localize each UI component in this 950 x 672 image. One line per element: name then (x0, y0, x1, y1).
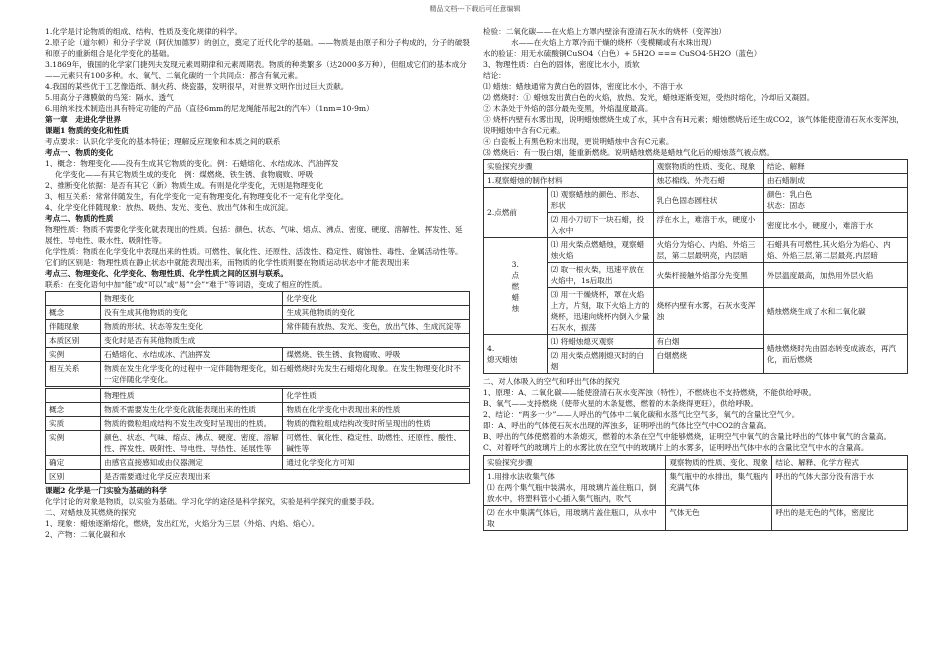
table-cell: 火焰分为焰心、内焰、外焰三层，第二层最明亮，内层暗 (653, 238, 763, 263)
table-row (484, 470, 908, 506)
table-row (484, 335, 908, 349)
table-header: 化学变化 (283, 292, 470, 306)
table-cell: 烛芯棉线、外壳石蜡 (653, 174, 763, 188)
table-header: 观察物质的性质、变化、现象 (653, 160, 763, 174)
table-header: 实验探究步骤 (484, 456, 666, 470)
table-row (46, 417, 470, 431)
table-cell: 蜡烛燃烧生成了水和二氧化碳 (763, 288, 907, 335)
topic-title: 课题2 化学是一门实验为基础的科学 (45, 486, 167, 495)
table-cell: 变化时是否有其他物质生成 (101, 334, 470, 348)
table-cell: ⑵ 取一根火柴，迅速平放在火焰中，1s后取出 (547, 263, 653, 288)
table-cell: 石蜡熔化、水结成冰、汽油挥发 (101, 348, 283, 362)
table-cell: 物质不需要发生化学变化就能表现出来的性质 (101, 403, 283, 417)
table-row (484, 213, 908, 238)
table-cell: 由感官直接感知或由仪器测定 (101, 456, 283, 470)
table-header (46, 292, 101, 306)
table-row (484, 188, 908, 213)
table-cell: 相互关系 (46, 362, 101, 387)
text-line: 化学变化——有其它物质生成的变化 例：煤燃烧、铁生锈、食物腐败、呼吸 (55, 170, 314, 179)
text-line: 水——在火焰上方罩冷而干燥的烧杯（变模糊或有水珠出现） (511, 38, 717, 47)
table-cell: 2.点燃前 (484, 188, 548, 238)
text-line: ⑵ 燃烧时：① 蜡烛发出黄白色的火焰，放热、发光，蜡烛逐渐变短，受热时熔化，冷却后又凝固。 (483, 93, 815, 102)
table-cell: 实例 (46, 431, 101, 456)
table-cell: 是否需要通过化学反应表现出来 (101, 470, 470, 484)
text-line: B、呼出的气体使燃着的木条熄灭，燃着的木条在空气中能够燃烧，证明空气中氧气的含量比呼出的气体中氧气的含量高。 (483, 432, 892, 441)
table-cell: 通过化学变化方可知 (283, 456, 470, 470)
intro-line: 1.化学是讨论物质的组成、结构、性质及变化规律的科学。 (45, 27, 243, 36)
right-column (483, 26, 908, 533)
table-cell: 1.观察蜡烛的制作材料 (484, 174, 654, 188)
table-header: 结论、解释、化学方程式 (772, 456, 908, 470)
table-cell: ⑵ 在水中集满气体后，用玻璃片盖住瓶口，从水中取 (484, 506, 666, 531)
table-cell: 气体无色 (666, 506, 772, 531)
chapter-title: 第一章 走进化学世界 (45, 115, 121, 124)
table-header (46, 389, 101, 403)
table-cell: 白烟燃烧 (653, 349, 763, 374)
table-cell: 密度比水小，硬度小，难溶于水 (763, 213, 907, 238)
text-line: 3、相互关系：常常伴随发生，有化学变化一定有物理变化,有物理变化不一定有化学变化。 (45, 192, 349, 201)
intro-section (45, 26, 470, 114)
change-comparison-table (45, 291, 470, 387)
table-header-row (46, 389, 470, 403)
table-cell: 集气瓶中的水排出，集气瓶内充满气体 (666, 470, 772, 506)
intro-line: 3.1869年，俄国的化学家门捷列夫发现元素周期律和元素周期表。物质的种类繁多（达2000多万种），但组成它们的基本成分——元素只有100多种。水、氧气、二氧化碳的一个共同点：都含有氧元素。 (45, 60, 467, 80)
text-line: ⑶ 燃烧后：有一股白烟，能重新燃烧。说明蜡烛燃烧是蜡烛气化后的蜡烛蒸气被点燃。 (483, 148, 774, 157)
table-row (46, 362, 470, 387)
table-cell: 确定 (46, 456, 101, 470)
table-cell: ⑴ 将蜡烛熄灭观察 (547, 335, 653, 349)
table-cell: ⑶ 用一干燥烧杯，罩在火焰上方，片刻，取下火焰上方的烧杯，迅速向烧杯内倒入少量石灰水，振荡 (547, 288, 653, 335)
table-row (46, 456, 470, 470)
table-row (46, 431, 470, 456)
text-line: 1、原理：A、二氧化碳——能使澄清石灰水变浑浊（特性），不燃烧也不支持燃烧，不能供给呼吸。 (483, 388, 817, 397)
exam-requirement: 考点要求：认识化学变化的基本特征；理解反应现象和本质之间的联系 (45, 137, 281, 146)
table-header-row (46, 292, 470, 306)
table-row (46, 334, 470, 348)
text-line: 检验：二氧化碳——在火焰上方罩内壁涂有澄清石灰水的烧杯（变浑浊） (483, 27, 726, 36)
table-row (484, 263, 908, 288)
table-header: 观察物质的性质、变化、现象 (666, 456, 772, 470)
table-cell: 伴随现象 (46, 320, 101, 334)
text-line: 物理性质：物质不需要化学变化就表现出的性质。包括：颜色、状态、气味、熔点、沸点、密度、硬度、溶解性、挥发性、延展性、导电性、吸水性、吸附性等。 (45, 225, 463, 245)
table-header: 实验探究步骤 (484, 160, 654, 174)
table-header-row (484, 160, 908, 174)
text-line: 化学讨论的对象是物质，以实验为基础。学习化学的途径是科学探究，实验是科学探究的重要手段。 (45, 497, 380, 506)
intro-line: 6.用纳米技术制造出具有特定功能的产品（直径6mm的尼龙绳能吊起2t的汽车）（1nm=10-9m） (45, 104, 374, 113)
text-line: ③ 烧杯内壁有水雾出现，说明蜡烛燃烧生成了水，其中含有H元素；蜡烛燃烧后还生成CO2，该气体能使澄清石灰水变浑浊，说明蜡烛中含有C元素。 (483, 115, 904, 135)
table-header-row (484, 456, 908, 470)
table-cell: 概念 (46, 306, 101, 320)
table-cell: 外层温度最高，加热用外层火焰 (763, 263, 907, 288)
intro-line: 2.原子论（道尔顿）和分子学说（阿伏加德罗）的创立，奠定了近代化学的基础。——物质是由原子和分子构成的，分子的破裂和原子的重新组合是化学变化的基础。 (45, 38, 470, 58)
text-line: 化学性质：物质在化学变化中表现出来的性质。可燃性、氧化性、还原性、活泼性、稳定性、腐蚀性、毒性、金属活动性等。 (45, 247, 463, 256)
table-cell: 物质在化学变化中表现出来的性质 (283, 403, 470, 417)
table-cell: 蜡烛燃烧时先由固态转变成液态，再汽化，而后燃烧 (763, 335, 907, 374)
text-line: 联系：在变化语句中加“能”或“可以”或“易”“会”“难于”等词语，变成了相应的性质。 (45, 280, 327, 289)
table-cell: ⑴ 用火柴点燃蜡烛，观察蜡烛火焰 (547, 238, 653, 263)
table-cell: 乳白色固态圆柱状 (653, 188, 763, 213)
text-line: 即：A、呼出的气体使石灰水出现的浑浊多，证明呼出的气体比空气中CO2的含量高。 (483, 421, 772, 430)
page-header: 精品文档---下载后可任意编辑 (429, 5, 521, 13)
section-heading: 考点一、物质的变化 (45, 148, 114, 157)
table-cell: 1.用排水法收集气体 ⑴ 在两个集气瓶中装满水，用玻璃片盖住瓶口，倒放水中，将塑料管小心插入集气瓶内，吹气 (484, 470, 666, 506)
candle-experiment-table (483, 159, 908, 374)
table-header: 结论、解释 (763, 160, 907, 174)
table-header: 化学性质 (283, 389, 470, 403)
text-line: ④ 白瓷板上有黑色粉末出现，更说明蜡烛中含有C元素。 (483, 137, 674, 146)
table-header: 物理变化 (101, 292, 283, 306)
text-line: 1、现象：蜡烛逐渐熔化，燃烧，发出红光，火焰分为三层（外焰、内焰、焰心）。 (45, 519, 320, 528)
table-header: 物理性质 (101, 389, 283, 403)
table-cell: 煤燃烧、铁生锈、食物腐败、呼吸 (283, 348, 470, 362)
table-cell: 烧杯内壁有水雾，石灰水变浑浊 (653, 288, 763, 335)
table-cell: 可燃性、氧化性、稳定性、助燃性、还原性、酸性、碱性等 (283, 431, 470, 456)
text-line: ⑴ 蜡烛：蜡烛通常为黄白色的固体，密度比水小，不溶于水 (483, 82, 683, 91)
table-cell: 物质的微粒组成结构改变时所呈现出的性质 (283, 417, 470, 431)
text-line: 二、对蜡烛及其燃烧的探究 (45, 508, 137, 517)
text-line: 2、推断变化依据：是否有其它（新）物质生成。有则是化学变化，无则是物理变化 (45, 181, 324, 190)
section-heading: 二、对人体吸入的空气和呼出气体的探究 (483, 377, 620, 386)
table-cell: 石蜡具有可燃性,其火焰分为焰心、内焰、外焰三层,第二层最亮,内层暗 (763, 238, 907, 263)
text-line: 结论： (483, 71, 506, 80)
table-row (484, 238, 908, 263)
text-line: 2、产物：二氧化碳和水 (45, 530, 126, 539)
table-cell: 由石蜡制成 (763, 174, 907, 188)
table-cell: 物质在发生化学变化的过程中一定伴随物理变化，如石蜡燃烧时先发生石蜡熔化现象。在发生物理变化时不一定伴随化学变化。 (101, 362, 470, 387)
text-line: C、对着呼气的玻璃片上的水雾比放在空气中的玻璃片上的水雾多，证明呼出气体中水的含量比空气中水的含量高。 (483, 443, 869, 452)
table-row (46, 348, 470, 362)
table-cell: 呼出的气体大部分没有溶于水 (772, 470, 908, 506)
table-cell: 浮在水上，难溶于水，硬度小 (653, 213, 763, 238)
table-cell: 概念 (46, 403, 101, 417)
table-cell: 有白烟 (653, 335, 763, 349)
table-cell: 常伴随有放热、发光、变色，放出气体、生成沉淀等 (283, 320, 470, 334)
table-cell: 本质区别 (46, 334, 101, 348)
table-cell: 颜色、状态、气味、熔点、沸点、硬度、密度、溶解性、挥发性、吸附性、导电性、导热性、延展性等 (101, 431, 283, 456)
table-cell: 3. 点 燃 蜡 烛 (484, 238, 548, 335)
intro-line: 4.我国的某些优于工艺像造纸、制火药、烧瓷器，发明很早，对世界文明作出过巨大贡献。 (45, 82, 349, 91)
property-comparison-table (45, 388, 470, 484)
table-cell: 物质的形状、状态等发生变化 (101, 320, 283, 334)
table-cell: 火柴杆接触外焰部分先变黑 (653, 263, 763, 288)
table-cell: 呼出的是无色的气体，密度比 (772, 506, 908, 531)
text-line: 1、概念：物理变化——没有生成其它物质的变化。例：石蜡熔化、水结成冰、汽油挥发 (45, 159, 339, 168)
text-line: 2、结论：“两多一少”——人呼出的气体中二氧化碳和水蒸气比空气多，氧气的含量比空气少。 (483, 410, 800, 419)
table-row (46, 306, 470, 320)
breath-experiment-table (483, 455, 908, 531)
table-cell: 4. 熄灭蜡烛 (484, 335, 548, 374)
left-column (45, 26, 470, 540)
text-line: B、氧气——支持燃烧（使带火星的木条复燃、燃着的木条烧得更旺），供给呼吸。 (483, 399, 759, 408)
table-cell: ⑵ 用火柴点燃刚熄灭时的白烟 (547, 349, 653, 374)
text-line: 它们的区别是：物理性质在静止状态中就能表现出来，而物质的化学性质则要在物质运动状态中才能表现出来 (45, 258, 410, 267)
table-row (484, 506, 908, 531)
table-row (46, 320, 470, 334)
section-heading: 考点二、物质的性质 (45, 214, 114, 223)
table-cell: 生成其他物质的变化 (283, 306, 470, 320)
text-line: 4、化学变化伴随现象：放热、吸热、发光、变色、放出气体和生成沉淀。 (45, 203, 293, 212)
table-cell: 区别 (46, 470, 101, 484)
table-row (46, 470, 470, 484)
table-row (484, 288, 908, 335)
text-line: 3、物理性质：白色的固体，密度比水小，质软 (483, 60, 640, 69)
text-line: ② 木条处于外焰的部分最先变黑，外焰温度最高。 (483, 104, 653, 113)
table-cell: 实质 (46, 417, 101, 431)
intro-line: 5.用高分子薄膜做的鸟笼：隔水、透气 (45, 93, 174, 102)
section-heading: 考点三、物理变化、化学变化、物理性质、化学性质之间的区别与联系。 (45, 269, 288, 278)
table-row (484, 174, 908, 188)
topic-title: 课题1 物质的变化和性质 (45, 126, 129, 135)
table-cell: 没有生成其他物质的变化 (101, 306, 283, 320)
table-cell: 实例 (46, 348, 101, 362)
table-cell: 物质的微粒组成结构不发生改变时呈现出的性质。 (101, 417, 283, 431)
table-row (46, 403, 470, 417)
text-line: 水的验证：用无水硫酸铜CuSO4（白色）+ 5H2O === CuSO4·5H2O（蓝色） (483, 49, 762, 58)
table-cell: ⑵ 用小刀切下一块石蜡，投入水中 (547, 213, 653, 238)
table-cell: ⑴ 观察蜡烛的颜色、形态、形状 (547, 188, 653, 213)
table-cell: 颜色：乳白色 状态：固态 (763, 188, 907, 213)
